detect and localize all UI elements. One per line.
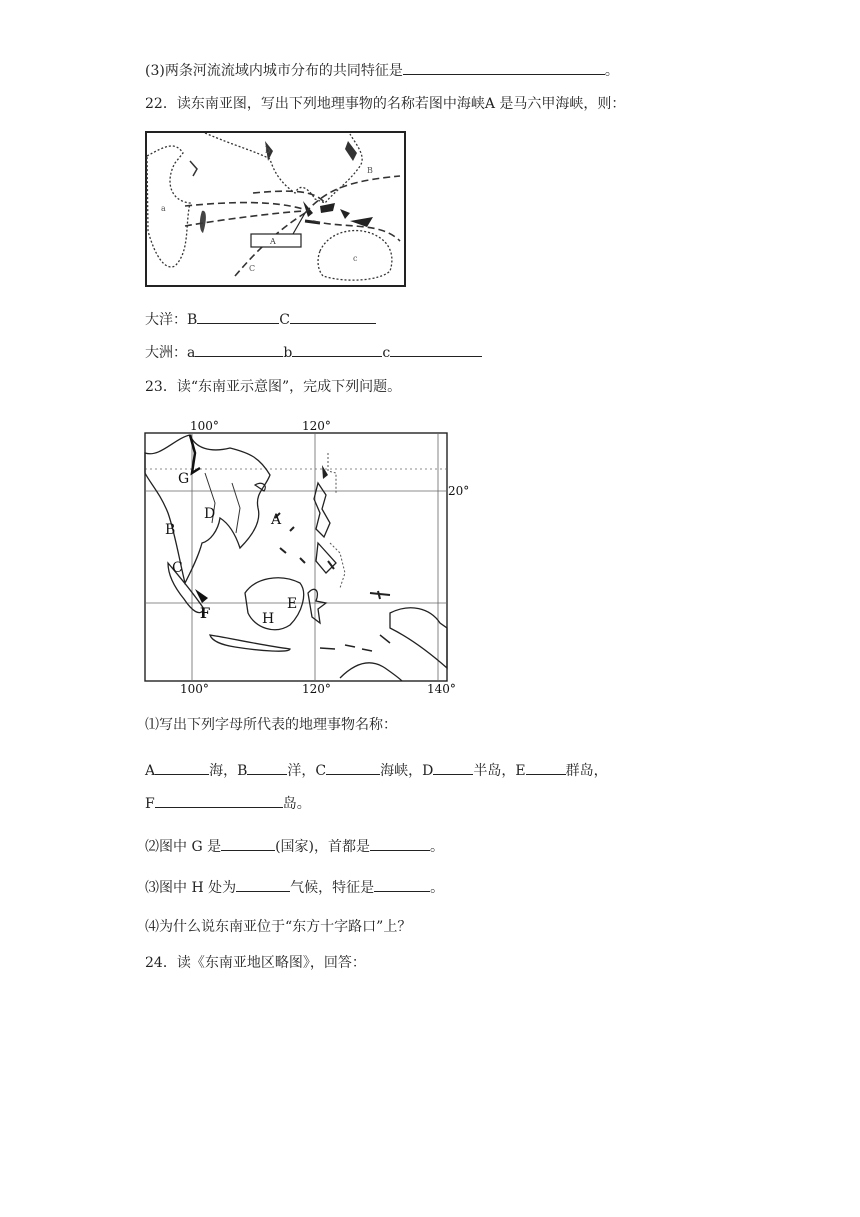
map-label-A: A [271,512,282,528]
q23-sub4: ⑷为什么说东南亚位于“东方十字路口”上？ [145,919,412,935]
lon-120-bottom: 120° [302,682,331,695]
blank-C[interactable] [326,760,380,775]
map-frame [146,132,405,286]
map-frame [145,433,447,681]
label-qundao: 群岛， [565,763,608,779]
cont-c-blank[interactable] [390,342,482,357]
lon-120-top: 120° [302,419,331,433]
blank-G-country[interactable] [221,836,275,851]
blank-E[interactable] [526,760,566,775]
continent-prefix: 大洲： [145,345,187,361]
label-dao: 岛。 [282,796,311,812]
ocean-prefix: 大洋： [145,312,187,328]
map-label-C: C [249,264,256,273]
map-label-B: B [367,166,373,175]
sub3-text-c: 。 [430,880,445,896]
cont-b-blank[interactable] [292,342,382,357]
map-label-b: b [265,146,271,155]
map-label-B: B [165,522,176,538]
ocean-b-label: B [187,312,198,328]
lon-100-top: 100° [190,419,219,433]
q24-prompt: 24．读《东南亚地区略图》，回答： [145,955,366,971]
cont-c-label: c [382,345,391,361]
blank-F[interactable] [155,793,283,808]
map-label-A: A [270,237,276,246]
sub2-text-b: (国家)，首都是 [275,839,371,855]
label-F: F [145,796,155,812]
q23-sub1: ⑴写出下列字母所代表的地理事物名称： [145,717,397,733]
label-hai-B: 海，B [209,763,248,779]
q22-prompt: 22．读东南亚图，写出下列地理事物的名称若图中海峡A 是马六甲海峡，则： [145,96,626,112]
sub3-text-a: ⑶图中 H 处为 [145,880,237,896]
answer-blank[interactable] [403,60,605,75]
blank-D[interactable] [433,760,473,775]
blank-H-feature[interactable] [374,877,430,892]
q23-sub3 [145,877,444,897]
map-label-F: F [200,606,210,622]
label-haixia-D: 海峡，D [380,763,434,779]
map-label-D: D [204,506,216,522]
map-label-H: H [262,611,275,627]
q22-map [145,131,407,288]
cont-a-blank[interactable] [195,342,283,357]
ocean-c-label: C [279,312,291,328]
blank-G-capital[interactable] [370,836,430,851]
label-yang-C: 洋，C [287,763,327,779]
blank-H-climate[interactable] [236,877,290,892]
lat-20: 20° [448,484,470,498]
blank-A[interactable] [155,760,209,775]
cont-b-label: b [283,345,293,361]
q23-map [140,413,470,695]
q22-ocean-line [145,309,376,329]
map-label-c: c [353,254,358,263]
sub2-text-c: 。 [430,839,445,855]
q21-sub3-line [145,60,619,80]
cont-a-label: a [187,345,196,361]
q23-prompt: 23．读“东南亚示意图”，完成下列问题。 [145,379,402,395]
ocean-c-blank[interactable] [290,309,376,324]
map-label-C: C [172,560,183,576]
q21-sub3-text: (3)两条河流流域内城市分布的共同特征是 [145,63,403,79]
label-bandao-E: 半岛，E [473,763,526,779]
q23-sub1-answers-2 [145,793,311,813]
map-label-a: a [161,204,166,213]
period: 。 [604,63,619,79]
blank-B[interactable] [247,760,287,775]
label-A: A [145,763,156,779]
q22-continent-line [145,342,482,362]
label-box-a [251,234,301,247]
q23-sub2 [145,836,444,856]
sub2-text-a: ⑵图中 G 是 [145,839,222,855]
lon-100-bottom: 100° [180,682,209,695]
q23-sub1-answers [145,760,608,780]
ocean-b-blank[interactable] [197,309,279,324]
sub3-text-b: 气候，特征是 [290,880,375,896]
map-label-E: E [287,596,298,612]
map-label-G: G [178,471,190,487]
lon-140-bottom: 140° [427,682,456,695]
